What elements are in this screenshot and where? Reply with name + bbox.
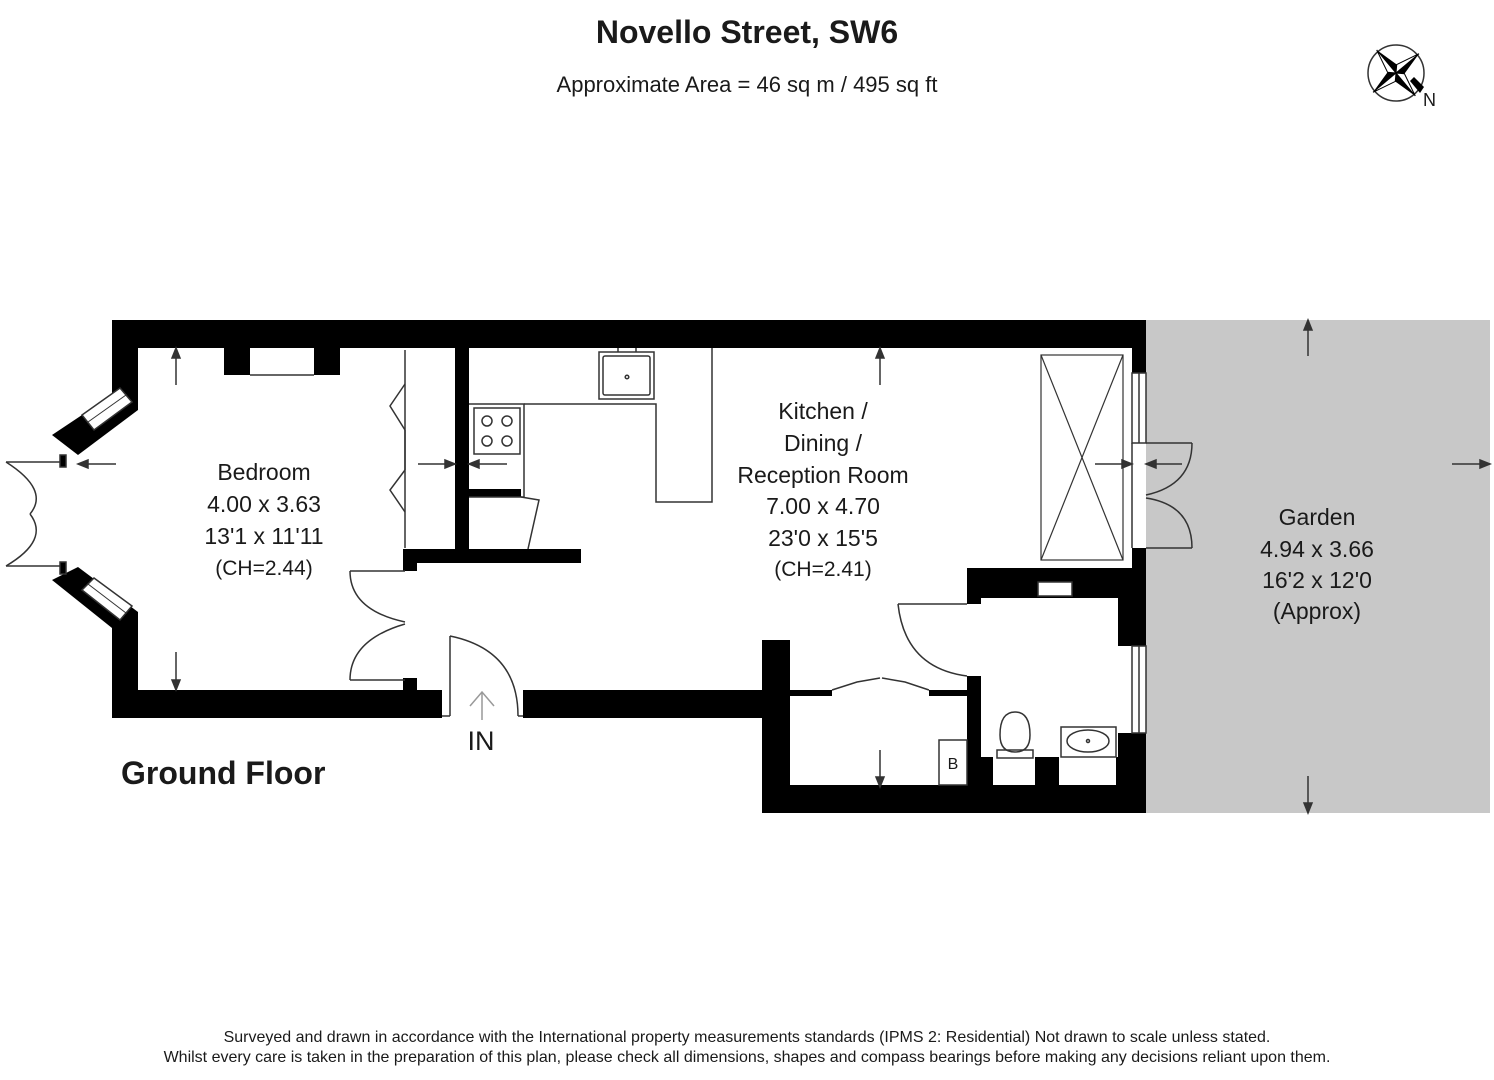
floor-label: Ground Floor	[121, 755, 326, 791]
garden-imperial: 16'2 x 12'0	[1262, 567, 1372, 593]
kitchen-metric: 7.00 x 4.70	[766, 493, 880, 519]
kitchen-label	[737, 398, 908, 581]
kitchen-cupboard-door	[521, 497, 539, 549]
bathroom-door	[898, 604, 967, 676]
garden-metric: 4.94 x 3.66	[1260, 536, 1374, 562]
sink-icon	[599, 348, 654, 399]
kitchen-name-1: Kitchen /	[778, 398, 868, 424]
disclaimer-line-1: Surveyed and drawn in accordance with the International property measurements standards (IPMS 2: Residential) Not drawn to scale unless stated.	[223, 1029, 1271, 1046]
entrance-arrow-icon	[470, 692, 494, 720]
bedroom-imperial: 13'1 x 11'11	[204, 523, 324, 549]
bedroom-ceiling: (CH=2.44)	[215, 557, 313, 580]
storage-doors	[832, 678, 929, 690]
bedroom-label	[204, 459, 323, 580]
garden-note: (Approx)	[1272, 598, 1362, 624]
entrance-label: IN	[467, 726, 495, 756]
boiler-label: B	[947, 756, 959, 773]
disclaimer-line-2: Whilst every care is taken in the preparation of this plan, please check all dimensions, shapes and compass bearings before making any decisions reliant upon them.	[163, 1049, 1331, 1066]
rear-window	[1132, 373, 1146, 443]
bedroom-doors	[6, 455, 66, 574]
bedroom-metric: 4.00 x 3.63	[207, 491, 321, 517]
washbasin-icon	[1061, 727, 1116, 757]
skylight	[1041, 355, 1123, 560]
garden-name: Garden	[1278, 504, 1356, 530]
plan-title: Novello Street, SW6	[595, 14, 899, 50]
kitchen-name-3: Reception Room	[737, 462, 909, 488]
area-subtitle: Approximate Area = 46 sq m / 495 sq ft	[556, 72, 938, 97]
bedroom-name: Bedroom	[217, 459, 311, 485]
kitchen-name-2: Dining /	[784, 430, 862, 456]
wardrobe-doors	[250, 350, 405, 548]
boiler	[939, 740, 967, 785]
bedroom-door	[350, 571, 405, 680]
kitchen-imperial: 23'0 x 15'5	[768, 525, 878, 551]
bay-window-lower	[52, 567, 138, 628]
bay-window-upper	[52, 388, 138, 455]
compass-north-label: N	[1423, 90, 1436, 110]
toilet-icon	[997, 712, 1033, 758]
hob-icon	[474, 408, 520, 454]
kitchen-ceiling: (CH=2.41)	[774, 558, 872, 581]
